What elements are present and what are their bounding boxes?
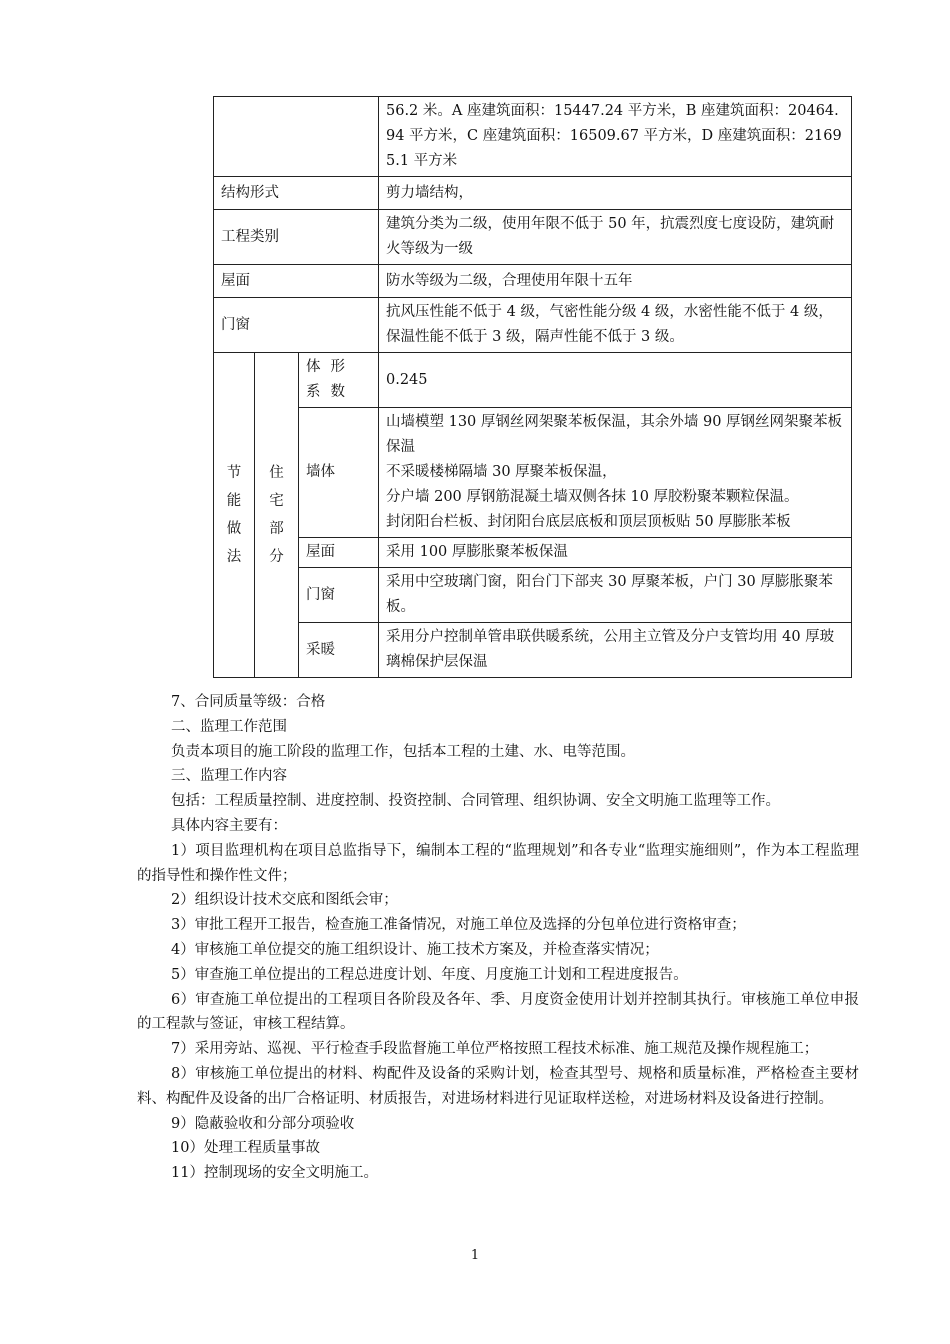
energy-item-value-shape: 0.245: [379, 353, 852, 408]
table-row: [214, 265, 852, 298]
table-row: [214, 623, 852, 678]
energy-item-value-wall: [379, 408, 852, 538]
table-row: [214, 177, 852, 210]
energy-item-label-wall: 墙体: [299, 408, 379, 538]
energy-category-label: 节能做法: [226, 465, 242, 565]
list-item: 11）控制现场的安全文明施工。: [171, 1165, 378, 1182]
table-row: [214, 210, 852, 265]
table-row: [214, 408, 852, 538]
wall-line: 不采暖楼梯隔墙 30 厚聚苯板保温，: [386, 464, 617, 480]
table-row: [214, 353, 852, 408]
wall-line: 山墙模塑 130 厚钢丝网架聚苯板保温，其余外墙 90 厚钢丝网架聚苯板保温: [386, 414, 843, 455]
energy-item-label-heating: 采暖: [299, 623, 379, 678]
section-heading: 三、监理工作内容: [171, 768, 287, 785]
paragraph: 具体内容主要有：: [171, 817, 287, 834]
energy-item-label-roof: 屋面: [299, 538, 379, 568]
list-item: 8）审核施工单位提出的材料、构配件及设备的采购计划，检查其型号、规格和质量标准，严格检查主要材料、构配件及设备的出厂合格证明、材质报告，对进场材料进行见证取样送检，对进场材料及设备进行控制。: [137, 1065, 859, 1107]
table-cell-empty: [214, 97, 379, 177]
row-label-roof: 屋面: [214, 265, 379, 298]
list-item: 1）项目监理机构在项目总监指导下，编制本工程的“监理规划”和各专业“监理实施细则”，作为本工程监理的指导性和操作性文件；: [137, 842, 859, 884]
energy-part-cell: [255, 353, 299, 678]
list-item: 9）隐蔽验收和分部分项验收: [171, 1115, 355, 1132]
list-item: 10）处理工程质量事故: [171, 1140, 320, 1157]
project-spec-table: [213, 96, 852, 678]
energy-category-cell: [214, 353, 255, 678]
table-row: [214, 568, 852, 623]
table-row: [214, 538, 852, 568]
row-label-structure: 结构形式: [214, 177, 379, 210]
row-label-category: 工程类别: [214, 210, 379, 265]
row-value-roof: 防水等级为二级，合理使用年限十五年: [379, 265, 852, 298]
list-item: 5）审查施工单位提出的工程总进度计划、年度、月度施工计划和工程进度报告。: [171, 966, 688, 983]
row-label-windows: 门窗: [214, 298, 379, 353]
list-item: 7）采用旁站、巡视、平行检查手段监督施工单位严格按照工程技术标准、施工规范及操作规程施工；: [171, 1041, 819, 1058]
paragraph: 负责本项目的施工阶段的监理工作，包括本工程的土建、水、电等范围。: [171, 743, 635, 760]
row-value-category: 建筑分类为二级，使用年限不低于 50 年，抗震烈度七度设防，建筑耐火等级为一级: [379, 210, 852, 265]
energy-item-label-shape: 体形系数: [299, 353, 379, 408]
paragraph: 包括：工程质量控制、进度控制、投资控制、合同管理、组织协调、安全文明施工监理等工作。: [171, 793, 780, 810]
list-item: 4）审核施工单位提交的施工组织设计、施工技术方案及，并检查落实情况；: [171, 941, 659, 958]
energy-part-label: 住宅部分: [269, 465, 284, 565]
energy-item-label-windows: 门窗: [299, 568, 379, 623]
list-item: 3）审批工程开工报告，检查施工准备情况，对施工单位及选择的分包单位进行资格审查；: [171, 917, 746, 934]
table-row: [214, 97, 852, 177]
energy-item-value-heating: 采用分户控制单管串联供暖系统，公用主立管及分户支管均用 40 厚玻璃棉保护层保温: [379, 623, 852, 678]
section-heading: 二、监理工作范围: [171, 718, 287, 735]
energy-item-value-windows: 采用中空玻璃门窗，阳台门下部夹 30 厚聚苯板，户门 30 厚膨胀聚苯板。: [379, 568, 852, 623]
page-number: 1: [470, 1248, 480, 1263]
row-value-windows: 抗风压性能不低于 4 级，气密性能分级 4 级，水密性能不低于 4 级，保温性能不低于 3 级，隔声性能不低于 3 级。: [379, 298, 852, 353]
wall-line: 分户墙 200 厚钢筋混凝土墙双侧各抹 10 厚胶粉聚苯颗粒保温。: [386, 489, 799, 505]
energy-item-value-roof: 采用 100 厚膨胀聚苯板保温: [379, 538, 852, 568]
building-area-cell: 56.2 米。A 座建筑面积：15447.24 平方米，B 座建筑面积：20464.94 平方米，C 座建筑面积：16509.67 平方米，D 座建筑面积：21695.1 平方米: [379, 97, 852, 177]
body-text: [137, 690, 859, 1186]
paragraph: 7、合同质量等级：合格: [171, 694, 326, 710]
row-value-structure: 剪力墙结构，: [379, 177, 852, 210]
list-item: 2）组织设计技术交底和图纸会审；: [171, 892, 398, 909]
table-row: [214, 298, 852, 353]
wall-line: 封闭阳台栏板、封闭阳台底层底板和顶层顶板贴 50 厚膨胀苯板: [386, 514, 791, 530]
list-item: 6）审查施工单位提出的工程项目各阶段及各年、季、月度资金使用计划并控制其执行。审核施工单位申报的工程款与签证，审核工程结算。: [137, 991, 859, 1033]
